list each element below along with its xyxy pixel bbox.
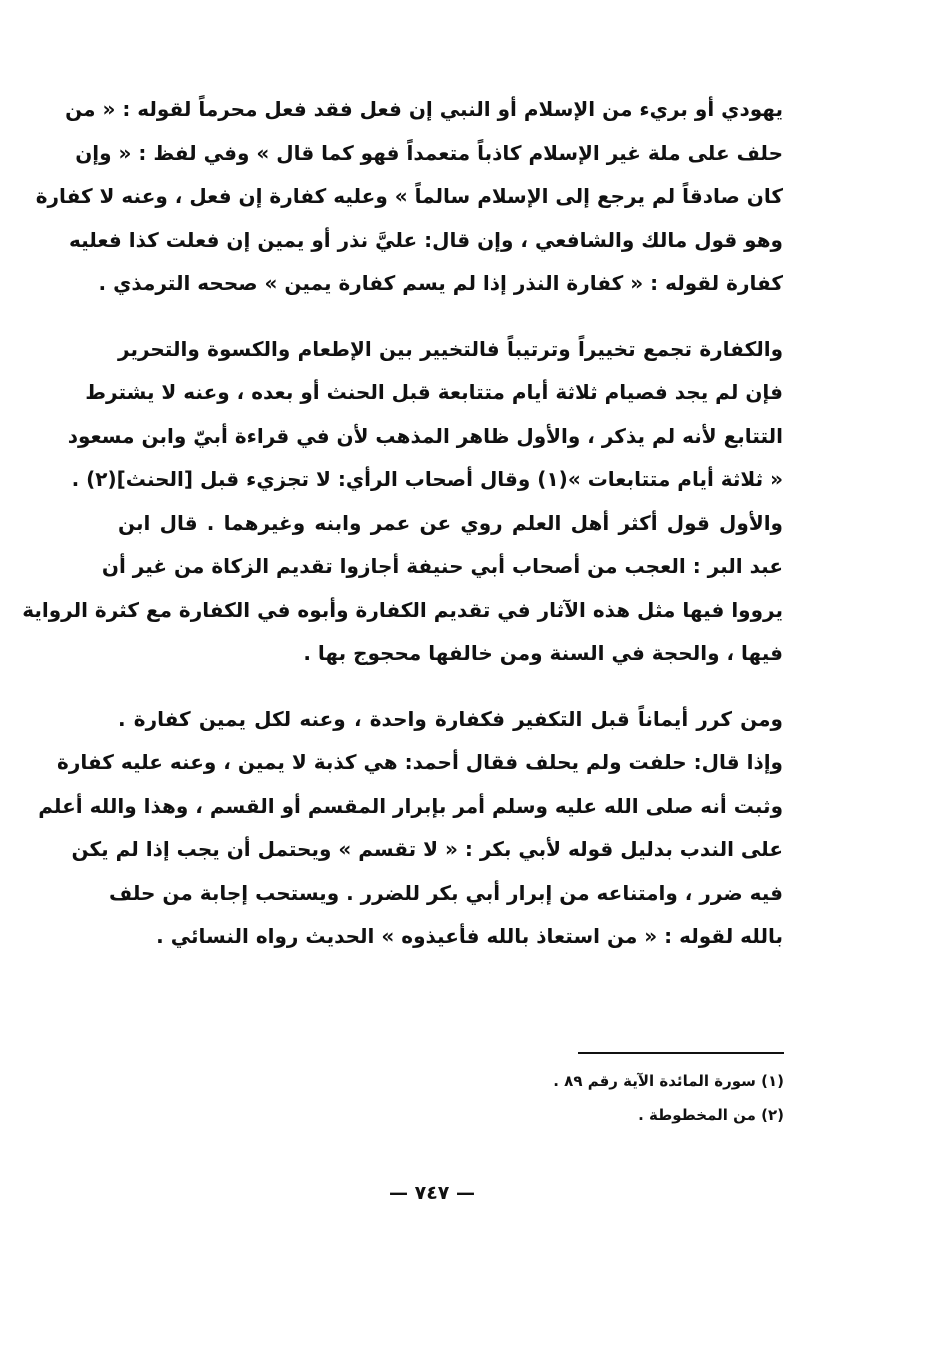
paragraph-3 xyxy=(38,698,783,959)
footnotes xyxy=(284,1064,784,1132)
text-line: عبد البر : العجب من أصحاب أبي حنيفة أجازوا تقديم الزكاة من غير أن xyxy=(101,554,783,578)
text-line: والأول قول أكثر أهل العلم روي عن عمر وابنه وغيرهما . قال ابن xyxy=(118,510,783,535)
text-line: يرووا فيها مثل هذه الآثار في تقديم الكفارة وأبوه في الكفارة مع كثرة الرواية xyxy=(22,597,783,622)
text-line: وإذا قال: حلفت ولم يحلف فقال أحمد: هي كذبة لا يمين ، وعنه عليه كفارة xyxy=(57,750,783,774)
text-line: وهو قول مالك والشافعي ، وإن قال: عليَّ نذر أو يمين إن فعلت كذا فعليه xyxy=(68,227,783,252)
paragraph-1 xyxy=(35,88,783,306)
text-line: فإن لم يجد فصيام ثلاثة أيام متتابعة قبل الحنث أو بعده ، وعنه لا يشترط xyxy=(85,380,783,404)
footnote-1: (١) سورة المائدة الآية رقم ٨٩ . xyxy=(553,1072,784,1090)
body-text xyxy=(22,88,783,959)
text-line: فيها ، والحجة في السنة ومن خالفها محجوج بها . xyxy=(303,641,783,665)
text-line: حلف على ملة غير الإسلام كاذباً متعمداً فهو كما قال » وفي لفظ : « وإن xyxy=(75,140,783,165)
footnote-divider xyxy=(578,1052,784,1054)
text-line: يهودي أو بريء من الإسلام أو النبي إن فعل فقد فعل محرماً لقوله : « من xyxy=(65,97,783,121)
text-line: وثبت أنه صلى الله عليه وسلم أمر بإبرار المقسم أو القسم ، وهذا والله أعلم xyxy=(38,793,783,818)
text-line: التتابع لأنه لم يذكر ، والأول ظاهر المذهب لأن في قراءة أبيّ وابن مسعود xyxy=(67,423,783,448)
footnote-2: (٢) من المخطوطة . xyxy=(638,1106,784,1124)
paragraph-2 xyxy=(22,328,783,676)
text-line: على الندب بدليل قوله لأبي بكر : « لا تقسم » ويحتمل أن يجب إذا لم يكن xyxy=(71,837,783,861)
text-line: كفارة لقوله : « كفارة النذر إذا لم يسم كفارة يمين » صححه الترمذي . xyxy=(98,271,783,295)
text-line: كان صادقاً لم يرجع إلى الإسلام سالماً » وعليه كفارة إن فعل ، وعنه لا كفارة xyxy=(35,184,783,208)
page-number: — ٧٤٧ — xyxy=(388,1182,476,1204)
text-line: « ثلاثة أيام متتابعات »(١) وقال أصحاب الرأي: لا تجزيء قبل [الحنث](٢) . xyxy=(71,467,783,491)
text-line: والكفارة تجمع تخييراً وترتيباً فالتخيير بين الإطعام والكسوة والتحرير xyxy=(118,336,783,361)
text-line: فيه ضرر ، وامتناعه من إبرار أبي بكر للضرر . ويستحب إجابة من حلف xyxy=(109,880,783,905)
text-line: ومن كرر أيماناً قبل التكفير فكفارة واحدة ، وعنه لكل يمين كفارة . xyxy=(118,706,783,731)
text-line: بالله لقوله : « من استعاذ بالله فأعيذوه » الحديث رواه النسائي . xyxy=(156,924,783,948)
